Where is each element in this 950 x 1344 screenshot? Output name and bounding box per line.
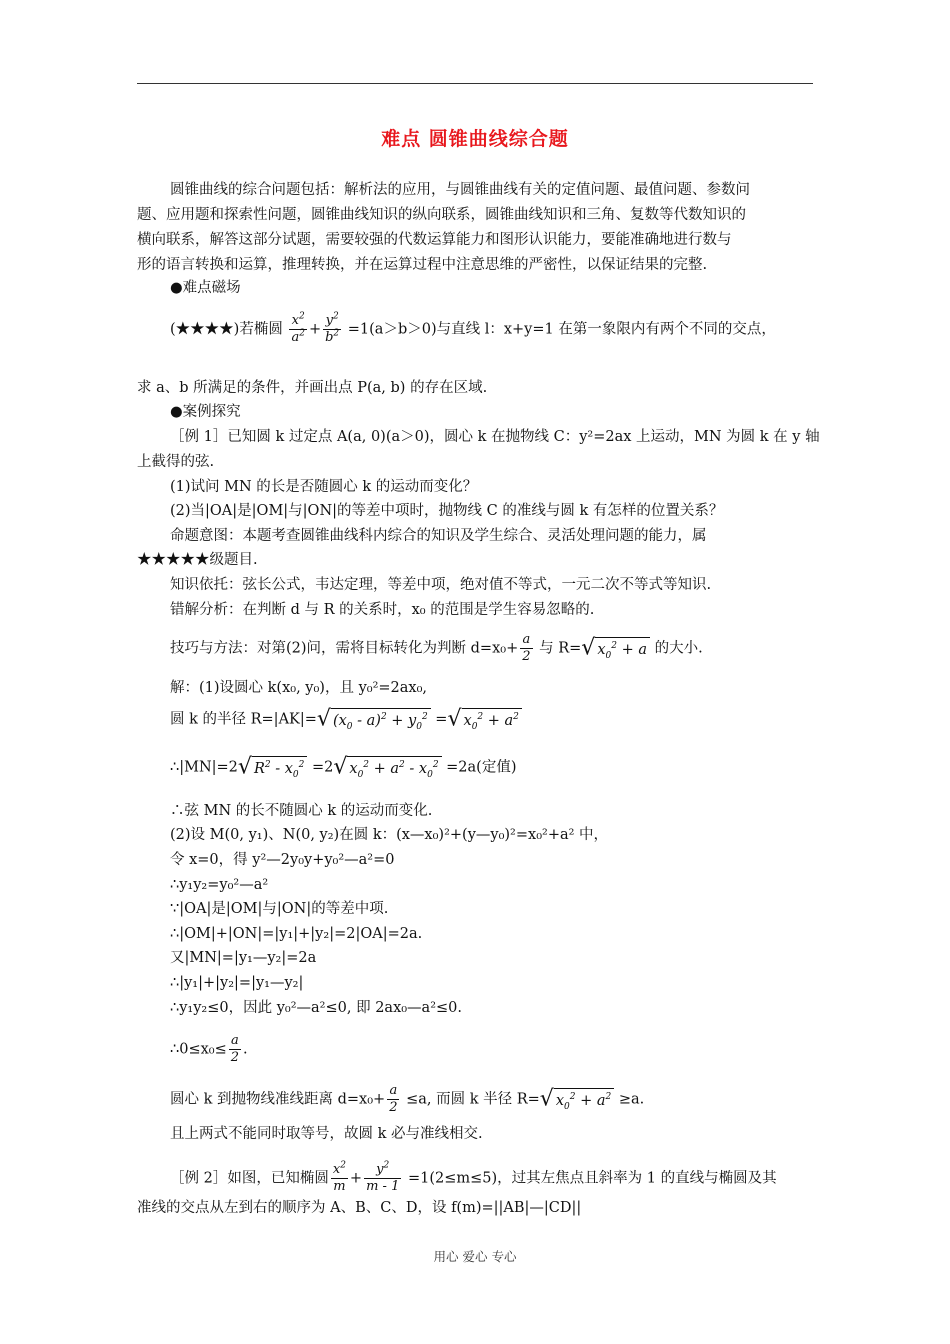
solution-line: ∴弦 MN 的长不随圆心 k 的运动而变化. [170,803,433,819]
problem-line-2: 求 a、b 所满足的条件，并画出点 P(a, b) 的存在区域. [137,380,488,396]
technique-text: 技巧与方法：对第(2)问，需将目标转化为判断 d=x₀+ [170,640,519,657]
solution-line: 又|MN|=|y₁—y₂|=2a [170,950,317,966]
page-title: 难点 圆锥曲线综合题 [381,128,569,150]
solution-line: 解：(1)设圆心 k(x₀, y₀)，且 y₀²=2ax₀, [170,680,428,696]
technique-text: 的大小. [654,640,703,657]
question-line: (2)当|OA|是|OM|与|ON|的等差中项时，抛物线 C 的准线与圆 k 有怎样的位置关系？ [170,503,724,519]
example-line: 上截得的弦. [137,454,215,470]
problem-text: =1(a＞b＞0)与直线 l：x+y=1 在第一象限内有两个不同的交点， [347,321,776,338]
sqrt-radius-simplified: √ $x_0^2 + a^2$ [540,1088,614,1111]
intro-line-3: 横向联系，解答这部分试题，需要较强的代数运算能力和图形认识能力，要能准确地进行数与 [137,232,732,248]
intent-line: ★★★★★级题目. [137,552,258,568]
sqrt-chord: √ $R^2 - x_0^2$ [238,756,307,779]
intro-line-2: 题、应用题和探索性问题，圆锥曲线知识的纵向联系，圆锥曲线知识和三角、复数等代数知识的 [137,207,746,223]
example-line: 准线的交点从左到右的顺序为 A、B、C、D，设 f(m)=||AB|—|CD|| [137,1200,582,1216]
fraction-y2-m-1: $\frac{y^2}{m - 1}$ [366,1160,400,1194]
example-line: ［例 1］已知圆 k 过定点 A(a, 0)(a＞0)，圆心 k 在抛物线 C：y²=2ax 上运动，MN 为圆 k 在 y 轴 [170,429,820,445]
error-line: 错解分析：在判断 d 与 R 的关系时，x₀ 的范围是学生容易忽略的. [170,602,595,618]
section-heading: ●案例探究 [170,404,241,420]
fraction-x2-a2: $\frac{x^2}{a^2}$ [291,311,305,345]
question-line: (1)试问 MN 的长是否随圆心 k 的运动而变化？ [170,479,478,495]
solution-line: 令 x=0，得 y²—2y₀y+y₀²—a²=0 [170,852,395,868]
fraction-a-2: $\frac{a}{2}$ [522,632,531,664]
solution-line: ∴y₁y₂=y₀²—a² [170,877,269,893]
solution-line: ∴|MN|=2√ $R^2 - x_0^2 =2√$ $x_0^2 + a^2 - x_0^2 =2a$(定值) [170,754,517,780]
fraction-a-2: $\frac{a}{2}$ [230,1033,240,1065]
fraction-a-2: $\frac{a}{2}$ [389,1083,398,1115]
example-text: =1(2≤m≤5)，过其左焦点且斜率为 1 的直线与椭圆及其 [407,1170,777,1187]
solution-line: ∴0≤x₀≤ $\frac{a}{2}$ . [170,1033,248,1065]
fraction-y2-b2: $\frac{y^2}{b^2}$ [325,311,340,345]
solution-text: ∴|MN|=2 [170,759,238,776]
solution-line: ∴y₁y₂≤0，因此 y₀²—a²≤0, 即 2ax₀—a²≤0. [170,1000,462,1016]
solution-line: ∵|OA|是|OM|与|ON|的等差中项. [170,901,389,917]
solution-text: ≥a. [618,1091,645,1108]
solution-line: ∴|y₁|+|y₂|=|y₁—y₂| [170,975,304,991]
header-rule [137,83,813,84]
solution-line [170,1083,644,1116]
solution-line: ∴|OM|+|ON|=|y₁|+|y₂|=2|OA|=2a. [170,926,423,942]
sqrt-radius-simplified: √ $x_0^2 + a^2$ [447,708,521,731]
problem-line-1: (★★★★)若椭圆 $\frac{x^2}{a^2}$ + $\frac{y^2}{b^2}$ =1(a＞b＞0)与直线 l：x+y=1 在第一象限内有两个不同的交点， [170,311,776,345]
sqrt-radius: √ $(x_0 - a)^2 + y_0^2$ [317,708,431,731]
section-heading: ●难点磁场 [170,280,241,296]
example-text: ［例 2］如图，已知椭圆 [170,1170,329,1187]
technique-text: 与 R= [539,640,582,657]
fraction-x2-m: $\frac{x^2}{m}$ [332,1160,346,1194]
basis-line: 知识依托：弦长公式，韦达定理，等差中项，绝对值不等式，一元二次不等式等知识. [170,577,712,593]
solution-text: 圆心 k 到抛物线准线距离 d=x₀+ [170,1091,386,1108]
solution-text: =2a(定值) [446,759,517,776]
solution-line: 且上两式不能同时取等号，故圆 k 必与准线相交. [170,1126,483,1142]
technique-line [170,632,703,665]
solution-line: 圆 k 的半径 R=|AK|=√ $(x_0 - a)^2 + y_0^2$ =√ $x_0^2 + a^2$ [170,708,522,731]
intro-line-4: 形的语言转换和运算，推理转换，并在运算过程中注意思维的严密性，以保证结果的完整. [137,257,708,273]
page-footer: 用心 爱心 专心 [433,1249,517,1264]
sqrt-x0sq-plus-a: √ $x_0^2 + a$ [581,637,650,660]
intent-line: 命题意图：本题考查圆锥曲线科内综合的知识及学生综合、灵活处理问题的能力，属 [170,528,707,544]
problem-text: (★★★★)若椭圆 [170,321,283,338]
solution-text: ≤a, 而圆 k 半径 R= [406,1091,540,1108]
intro-line-1: 圆锥曲线的综合问题包括：解析法的应用，与圆锥曲线有关的定值问题、最值问题、参数问 [170,182,750,198]
example-line: ［例 2］如图，已知椭圆 $\frac{x^2}{m}$ + $\frac{y^2}{m - 1}$ =1(2≤m≤5)，过其左焦点且斜率为 1 的直线与椭圆及其 [170,1160,777,1194]
solution-text: 圆 k 的半径 R=|AK|= [170,711,317,728]
solution-text: ∴0≤x₀≤ [170,1041,227,1058]
sqrt-chord-expanded: √ $x_0^2 + a^2 - x_0^2$ [333,756,441,779]
solution-line: (2)设 M(0, y₁)、N(0, y₂)在圆 k：(x—x₀)²+(y—y₀)²=x₀²+a² 中， [170,827,609,843]
